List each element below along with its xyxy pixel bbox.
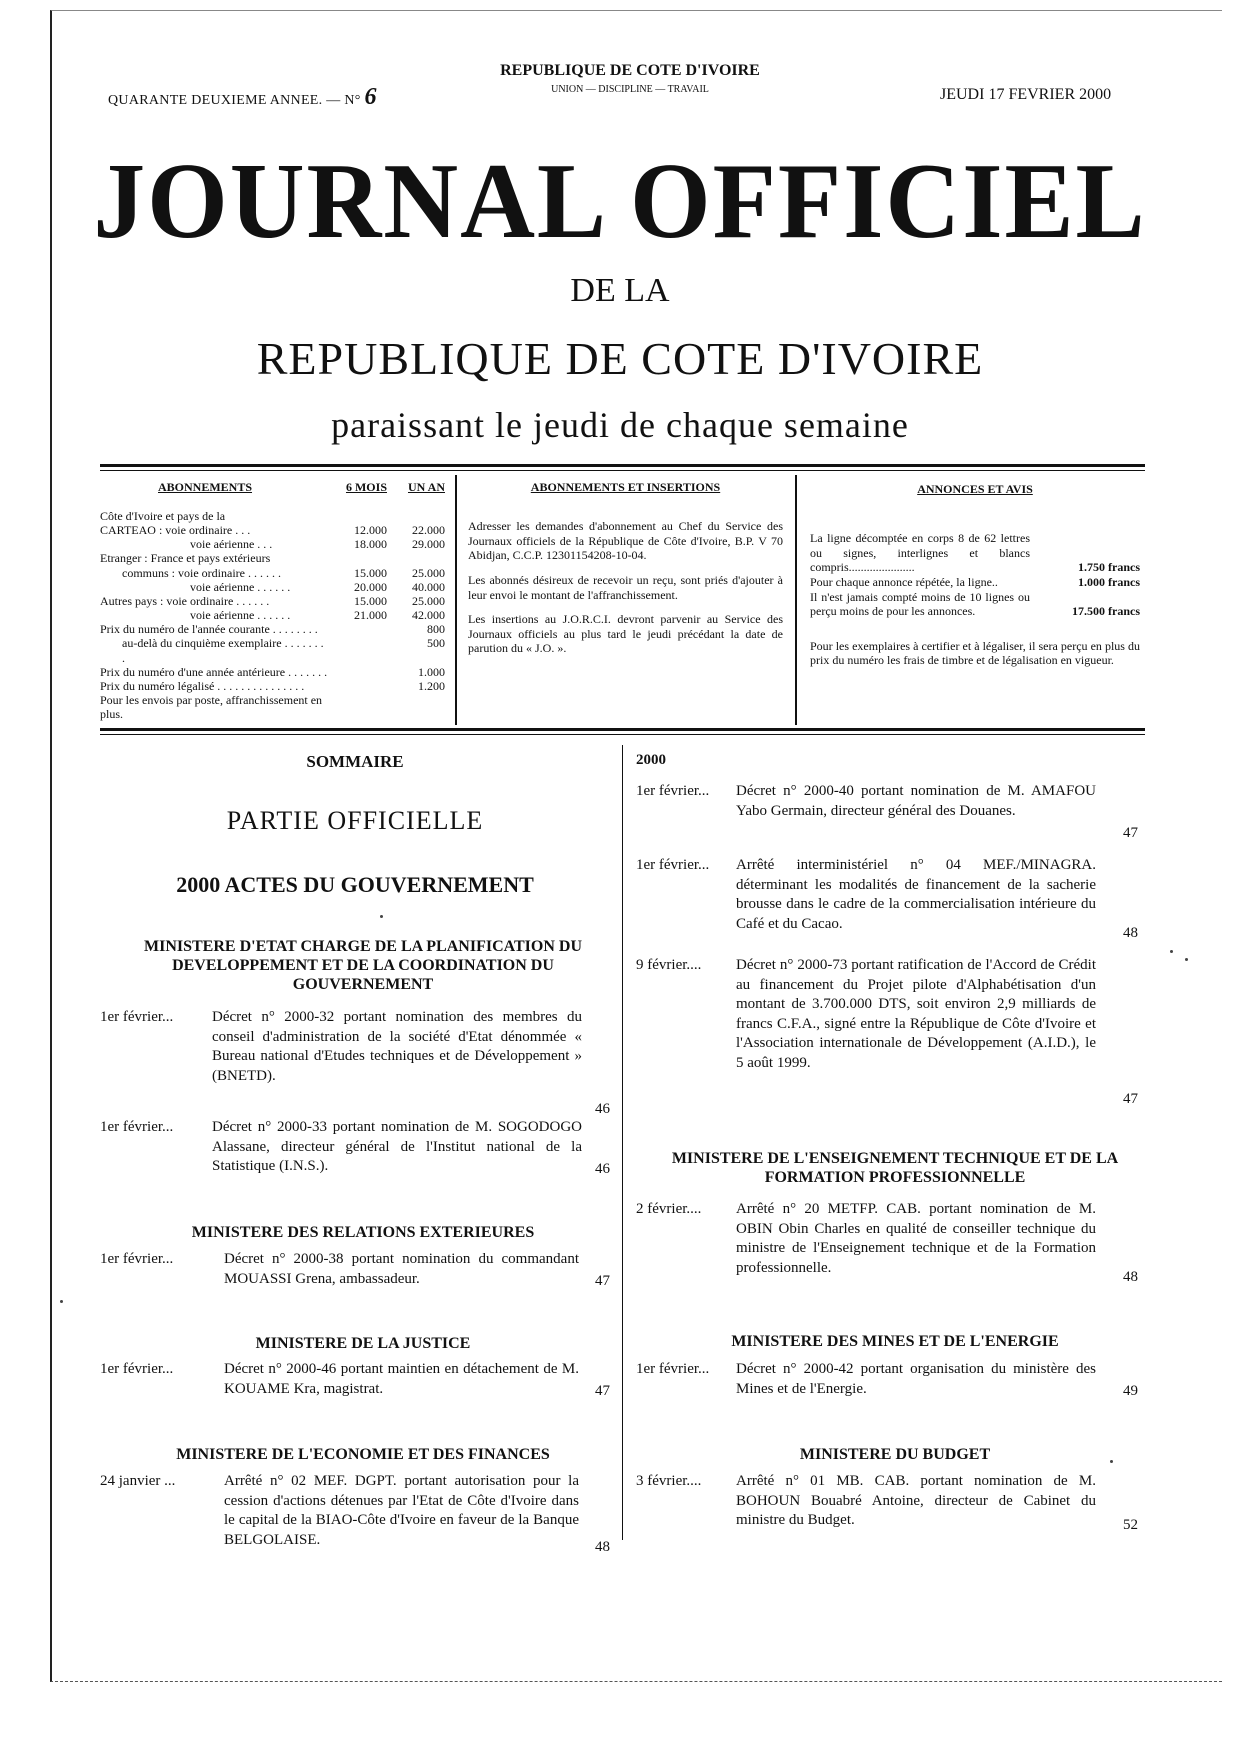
abonnement-6mois: 18.000 [354, 537, 387, 552]
abonnement-6mois: 15.000 [354, 593, 387, 608]
annonce-row [810, 531, 1140, 575]
abonnement-row [100, 509, 445, 523]
abonnement-un-an: 25.000 [412, 565, 445, 580]
abonnement-6mois: 12.000 [354, 523, 387, 538]
masthead-subtitle: paraissant le jeudi de chaque semaine [331, 405, 909, 445]
abonnement-row [100, 537, 445, 551]
scan-speck [60, 1300, 63, 1303]
abonnement-row [100, 580, 445, 594]
entry-text: Décret n° 2000-38 portant nomination du commandant MOUASSI Grena, ambassadeur. [224, 1251, 579, 1287]
entry-date: 1er février... [100, 1251, 174, 1267]
entry-decret-2000-32[interactable] [100, 1008, 615, 1128]
scan-speck [1170, 950, 1173, 953]
abonnement-6mois [329, 665, 387, 679]
abonnement-6mois [329, 679, 387, 693]
abonnement-6mois [329, 551, 387, 565]
annonce-price: 1.750 francs [1078, 560, 1140, 575]
insertions-address: Adresser les demandes d'abonnement au Chef du Service des Journaux officiels de la République de Côte d'Ivoire, B.P. V 70 Abidjan, C.C.P. 12301154208-10-04. [468, 519, 783, 563]
abonnement-row [100, 665, 445, 679]
abonnement-un-an [387, 693, 445, 721]
entry-page: 47 [595, 1273, 610, 1289]
entry-arrete-02-mef[interactable] [100, 1472, 615, 1562]
abonnement-un-an: 22.000 [412, 523, 445, 538]
abonnement-label: CARTEAO : voie ordinaire . . . [100, 523, 251, 538]
entry-text: Décret n° 2000-46 portant maintien en détachement de M. KOUAME Kra, magistrat. [224, 1361, 579, 1397]
abonnement-6mois [329, 636, 387, 664]
abonnement-row [100, 566, 445, 580]
rule-top [100, 464, 1145, 467]
abonnement-label: voie aérienne . . . . . . [190, 579, 291, 594]
abonnement-label: au-delà du cinquième exemplaire . . . . . . . . [122, 636, 324, 665]
header-motto: UNION — DISCIPLINE — TRAVAIL [551, 84, 709, 95]
entry-page: 48 [595, 1539, 610, 1555]
abonnement-label: Etranger : France et pays extérieurs [100, 551, 271, 566]
scan-speck [1185, 958, 1188, 961]
box-divider-1 [455, 475, 457, 725]
entry-date: 24 janvier ... [100, 1473, 176, 1489]
entry-page: 47 [1123, 1091, 1138, 1107]
rule-bottom-thin [100, 734, 1145, 735]
entry-text: Décret n° 2000-33 portant nomination de M. SOGODOGO Alassane, directeur général de l'Institut national de la Statistique (I.N.S.). [212, 1119, 582, 1174]
entry-text: Décret n° 2000-42 portant organisation du ministère des Mines et de l'Energie. [736, 1361, 1096, 1397]
box-divider-2 [795, 475, 797, 725]
entry-arrete-20-metfp[interactable] [636, 1200, 1146, 1290]
abonnement-row [100, 679, 445, 693]
ministry-enseignement-technique: MINISTERE DE L'ENSEIGNEMENT TECHNIQUE ET DE LA FORMATION PROFESSIONNELLE [671, 1150, 1119, 1186]
entry-date: 1er février... [100, 1119, 174, 1135]
abonnement-row [100, 622, 445, 636]
abonnement-label: communs : voie ordinaire . . . . . . [122, 565, 281, 580]
entry-decret-2000-42[interactable] [636, 1360, 1146, 1410]
ministry-justice: MINISTERE DE LA JUSTICE [255, 1335, 471, 1352]
entry-page: 46 [595, 1161, 610, 1177]
abonnements-table [100, 509, 445, 721]
entry-decret-2000-40[interactable] [636, 782, 1146, 852]
rule-top-thin [100, 470, 1145, 471]
entry-text: Décret n° 2000-40 portant nomination de M. AMAFOU Yabo Germain, directeur général des Douanes. [736, 783, 1096, 819]
scan-speck [380, 915, 383, 918]
entry-date: 9 février.... [636, 957, 702, 973]
masthead-de-la: DE LA [570, 272, 670, 309]
entry-text: Arrêté n° 02 MEF. DGPT. portant autorisation pour la cession d'actions détenues par l'Etat de Côte d'Ivoire dans le capital de la BIAO-Côte d'Ivoire en faveur de la Banque BELGOLAISE. [224, 1473, 579, 1548]
abonnement-label: Côte d'Ivoire et pays de la [100, 509, 226, 523]
abonnement-un-an: 29.000 [412, 537, 445, 552]
annonce-label: Pour chaque annonce répétée, la ligne.. [810, 574, 998, 589]
actes-heading: 2000 ACTES DU GOUVERNEMENT [176, 872, 534, 897]
abonnement-6mois: 21.000 [354, 608, 387, 623]
insertions-deadline-note: Les insertions au J.O.R.C.I. devront parvenir au Service des Journaux officiels au plus tard le jeudi précédant la date de parution du « J.O. ». [468, 612, 783, 656]
abonnement-un-an: 1.000 [418, 664, 445, 679]
ministry-budget: MINISTERE DU BUDGET [799, 1446, 991, 1463]
header-republic: REPUBLIQUE DE COTE D'IVOIRE [500, 62, 760, 79]
entry-date: 1er février... [636, 857, 710, 873]
abonnement-row [100, 693, 445, 721]
ministry-economie-finances: MINISTERE DE L'ECONOMIE ET DES FINANCES [176, 1446, 550, 1463]
entry-date: 1er février... [636, 783, 710, 799]
annonce-label: Il n'est jamais compté moins de 10 lignes ou perçu moins de pour les annonces. [810, 589, 1030, 619]
abonnement-6mois [329, 622, 387, 636]
scan-speck [1110, 1460, 1113, 1463]
abonnement-row [100, 594, 445, 608]
rule-bottom [100, 728, 1145, 731]
header-republic-block [470, 62, 790, 95]
abonnements-title: ABONNEMENTS [158, 480, 253, 494]
annonce-row [810, 575, 1140, 590]
abonnement-un-an: 500 [427, 636, 445, 651]
entry-decret-2000-73[interactable] [636, 956, 1146, 1106]
issue-date: JEUDI 17 FEVRIER 2000 [940, 86, 1112, 103]
masthead-title: JOURNAL OFFICIEL [93, 142, 1147, 261]
ministry-relations-exterieures: MINISTERE DES RELATIONS EXTERIEURES [191, 1224, 535, 1241]
abonnement-6mois [329, 509, 387, 523]
entry-date: 2 février.... [636, 1201, 702, 1217]
abonnement-row [100, 636, 445, 664]
entry-decret-2000-38[interactable] [100, 1250, 615, 1300]
annonces-note: Pour les exemplaires à certifier et à légaliser, il sera perçu en plus du prix du numéro les frais de timbre et de légalisation en vigueur. [810, 638, 1140, 668]
abonnement-label: Prix du numéro d'une année antérieure . . . . . . . [100, 664, 328, 679]
annonce-price: 1.000 francs [1078, 574, 1140, 589]
entry-page: 52 [1123, 1517, 1138, 1533]
abonnement-un-an: 40.000 [412, 579, 445, 594]
abonnement-un-an [387, 551, 445, 565]
col-6mois: 6 MOIS [345, 480, 387, 494]
entry-decret-2000-33[interactable] [100, 1118, 615, 1188]
abonnement-label: voie aérienne . . . . . . [190, 608, 291, 623]
abonnement-6mois [329, 693, 387, 721]
right-column-year: 2000 [636, 752, 666, 768]
abonnement-un-an: 1.200 [418, 678, 445, 693]
insertions-receipt-note: Les abonnés désireux de recevoir un reçu, sont priés d'ajouter à leur envoi le montant de l'affranchissement. [468, 572, 783, 602]
entry-text: Décret n° 2000-73 portant ratification de l'Accord de Crédit au financement du Projet pilote d'Alphabétisation d'un montant de 3.700.000 DTS, soit environ 2,9 milliards de francs C.F.A., signé entre la République de Côte d'Ivoire et l'Association internationale de Développement (A.I.D.), le 5 août 1999. [736, 957, 1096, 1071]
abonnement-6mois: 20.000 [354, 579, 387, 594]
entry-date: 3 février.... [636, 1473, 702, 1489]
entry-text: Arrêté n° 20 METFP. CAB. portant nomination de M. OBIN Obin Charles en qualité de conseiller technique du ministre de l'Enseignement technique et de la Formation professionnelle. [736, 1201, 1096, 1276]
year-label: QUARANTE DEUXIEME ANNEE. — N° [108, 93, 361, 108]
partie-officielle: PARTIE OFFICIELLE [226, 806, 484, 835]
abonnement-label: Autres pays : voie ordinaire . . . . . . [100, 593, 270, 608]
abonnement-un-an [387, 509, 445, 523]
insertions-box [468, 480, 783, 656]
abonnement-row [100, 551, 445, 565]
sommaire-title: SOMMAIRE [306, 752, 404, 771]
insertions-title: ABONNEMENTS ET INSERTIONS [530, 480, 721, 494]
abonnement-label: Prix du numéro de l'année courante . . . . . . . . [100, 622, 318, 637]
entry-text: Arrêté interministériel n° 04 MEF./MINAGRA. déterminant les modalités de financement de la sacherie brousse dans le cadre de la commercialisation intérieure du Café et du Cacao. [736, 857, 1096, 932]
ministry-planification: MINISTERE D'ETAT CHARGE DE LA PLANIFICATION DU DEVELOPPEMENT ET DE LA COORDINATION DU GOUVERNEMENT [144, 938, 582, 993]
entry-decret-2000-46[interactable] [100, 1360, 615, 1410]
abonnement-label: Prix du numéro légalisé . . . . . . . . . . . . . . . [100, 678, 305, 693]
abonnements-box [100, 480, 445, 721]
entry-page: 46 [595, 1101, 610, 1117]
annonce-price: 17.500 francs [1072, 604, 1140, 619]
entry-page: 48 [1123, 1269, 1138, 1285]
entry-date: 1er février... [636, 1361, 710, 1377]
entry-date: 1er février... [100, 1009, 174, 1025]
entry-text: Décret n° 2000-32 portant nomination des membres du conseil d'administration de la société d'Etat dénommée « Bureau national d'Etudes techniques et de Développement » (BNETD). [212, 1009, 582, 1084]
abonnement-row [100, 523, 445, 537]
column-divider [622, 745, 623, 1540]
abonnement-label: Pour les envois par poste, affranchissement en plus. [100, 693, 323, 722]
entry-arrete-01-mb[interactable] [636, 1472, 1146, 1542]
annonces-table [810, 531, 1140, 619]
entry-date: 1er février... [100, 1361, 174, 1377]
col-un-an: UN AN [407, 480, 445, 494]
abonnement-un-an: 25.000 [412, 593, 445, 608]
abonnement-un-an: 800 [427, 622, 445, 637]
issue-number: 6 [364, 84, 377, 110]
annonce-label: La ligne décomptée en corps 8 de 62 lettres ou signes, interlignes et blancs compris...................... [810, 531, 1030, 575]
entry-text: Arrêté n° 01 MB. CAB. portant nomination de M. BOHOUN Bouabré Antoine, directeur de Cabinet du ministre du Budget. [736, 1473, 1096, 1528]
ministry-mines-energie: MINISTERE DES MINES ET DE L'ENERGIE [731, 1333, 1059, 1350]
entry-page: 49 [1123, 1383, 1138, 1399]
entry-page: 47 [595, 1383, 610, 1399]
masthead-republic: REPUBLIQUE DE COTE D'IVOIRE [256, 333, 984, 384]
abonnement-row [100, 608, 445, 622]
abonnement-label: voie aérienne . . . [190, 537, 273, 552]
abonnement-6mois: 15.000 [354, 565, 387, 580]
issue-line [108, 84, 377, 111]
annonces-title: ANNONCES ET AVIS [917, 482, 1033, 496]
entry-page: 48 [1123, 925, 1138, 941]
abonnement-un-an: 42.000 [412, 608, 445, 623]
entry-arrete-04-mef-minagra[interactable] [636, 856, 1146, 946]
annonce-row [810, 590, 1140, 619]
entry-page: 47 [1123, 825, 1138, 841]
annonces-box [810, 482, 1140, 668]
